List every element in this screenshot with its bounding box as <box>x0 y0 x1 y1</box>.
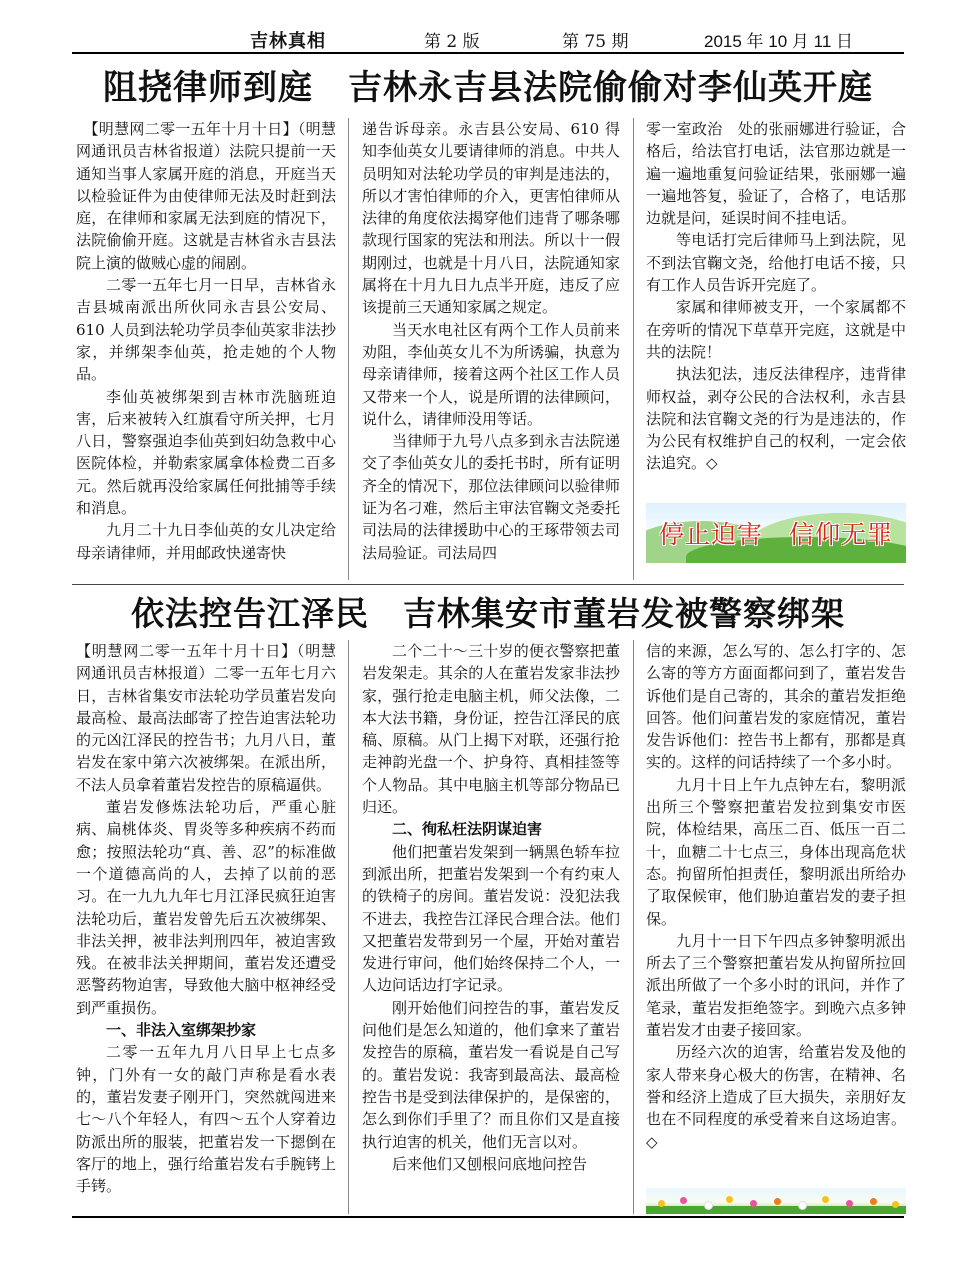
article2-column-2 <box>362 640 620 1214</box>
paragraph: 当律师于九号八点多到永吉法院递交了李仙英女儿的委托书时，所有证明齐全的情况下，那位法律顾问以验律师证为名刁难，然后主审法官鞠文尧委托司法局的法律援助中心的王琢带领去司法局验证。司法局四 <box>362 432 620 562</box>
article2-headline: 依法控告江泽民 吉林集安市董岩发被警察绑架 <box>131 594 845 633</box>
flower-icon <box>798 1201 807 1210</box>
flower-icon <box>726 1196 733 1203</box>
flower-icon <box>750 1200 757 1207</box>
article1-column-1 <box>76 118 336 580</box>
paragraph: 后来他们又刨根问底地问控告 <box>392 1154 588 1173</box>
paragraph: 九月十日上午九点钟左右，黎明派出所三个警察把董岩发拉到集安市医院，体检结果，高压二百、低压一百二十，血糖二十七点三，身体出现高危状态。拘留所怕担责任，黎明派出所给办了取保候审，他们胁迫董岩发的妻子担保。 <box>646 775 906 928</box>
column-divider <box>633 640 634 1214</box>
grass-strip <box>646 1206 906 1214</box>
paragraph: 【明慧网二零一五年十月十日】（明慧网通讯员吉林报道）二零一五年七月六日，吉林省集安市法轮功学员董岩发向最高检、最高法邮寄了控告迫害法轮功的元凶江泽民的控告书；九月八日，董岩发在家中第六次被绑架。在派出所，不法人员拿着董岩发控告的原稿逼供。 <box>76 642 336 794</box>
article1-column-3 <box>646 118 906 494</box>
paper-name: 吉林真相 <box>250 31 326 52</box>
page-bottom-rule <box>72 1216 904 1218</box>
paragraph: 【明慧网二零一五年十月十日】（明慧网通讯员吉林省报道）法院只提前一天通知当事人家属开庭的消息，开庭当天以检验证件为由使律师无法及时赶到法庭，在律师和家属无法到庭的情况下，法院偷偷开庭。这就是吉林省永吉县法院上演的做贼心虚的闹剧。 <box>76 120 336 272</box>
section-heading: 二、徇私枉法阴谋迫害 <box>392 820 543 839</box>
paragraph: 信的来源，怎么写的、怎么打字的、怎么寄的等方方面面都问到了，董岩发告诉他们是自己寄的，其余的董岩发拒绝回答。他们问董岩发的家庭情况，董岩发告诉他们：控告书上都有，那都是真实的。这样的问话持续了一个多小时。 <box>646 642 906 772</box>
paragraph: 二个二十～三十岁的便衣警察把董岩发架走。其余的人在董岩发家非法抄家，强行抢走电脑主机，师父法像，二本大法书籍，身份证，控告江泽民的底稿、原稿。从门上揭下对联，还强行抢走神韵光盘一个、护身符、真相挂签等个人物品。其中电脑主机等部分物品已归还。 <box>362 642 620 817</box>
paragraph: 董岩发修炼法轮功后，严重心脏病、扁桃体炎、胃炎等多种疾病不药而愈；按照法轮功“真、善、忍”的标准做一个道德高尚的人，去掉了以前的恶习。在一九九九年七月江泽民疯狂迫害法轮功后，董岩发曾先后五次被绑架、非法关押，被非法判刑四年，被迫害致残。在被非法关押期间，董岩发还遭受恶警药物迫害，导致他大脑中枢神经受到严重损伤。 <box>76 798 336 1017</box>
paragraph: 历经六次的迫害，给董岩发及他的家人带来身心极大的伤害，在精神、名誉和经济上造成了巨大损失，亲朋好友也在不同程度的承受着来自这场迫害。◇ <box>646 1043 906 1151</box>
slogan-banner <box>646 503 906 563</box>
article1-column-2 <box>362 118 620 580</box>
paragraph: 当天水电社区有两个工作人员前来劝阻，李仙英女儿不为所诱骗，执意为母亲请律师，接着这两个社区工作人员又带来一个人，说是所谓的法律顾问，说什么，请律师没用等话。 <box>362 320 620 428</box>
column-divider <box>348 640 349 1214</box>
banner-slogan: 停止迫害 信仰无罪 <box>658 520 893 549</box>
column-divider <box>348 118 349 580</box>
column-divider <box>633 118 634 580</box>
page-header <box>72 22 904 54</box>
article1-headline: 阻挠律师到庭 吉林永吉县法院偷偷对李仙英开庭 <box>103 68 873 108</box>
article-separator <box>72 584 904 585</box>
issue-date: 2015 年 10 月 11 日 <box>704 32 853 51</box>
article2-column-1 <box>76 640 336 1214</box>
flower-icon <box>892 1201 899 1208</box>
flower-icon <box>870 1198 877 1205</box>
flower-icon <box>822 1196 829 1203</box>
paragraph: 九月二十九日李仙英的女儿决定给母亲请律师，并用邮政快递寄快 <box>76 521 336 562</box>
paragraph: 等电话打完后律师马上到法院，见不到法官鞠文尧，给他打电话不接，只有工作人员告诉开完庭了。 <box>646 231 906 295</box>
section-heading: 一、非法入室绑架抄家 <box>106 1021 257 1040</box>
article2-column-3 <box>646 640 906 1188</box>
flower-icon <box>680 1197 687 1204</box>
edition-number: 第 2 版 <box>424 32 480 52</box>
paragraph: 零一室政治 处的张丽娜进行验证，合格后，给法官打电话，法官那边就是一遍一遍地重复问验证结果，张丽娜一遍一遍地答复，验证了，合格了，电话那边就是问，延误时间不挂电话。 <box>646 120 906 228</box>
paragraph: 家属和律师被支开，一个家属都不在旁听的情况下草草开完庭，这就是中共的法院！ <box>646 298 906 361</box>
flower-icon <box>846 1200 853 1207</box>
flower-icon <box>704 1201 713 1210</box>
paragraph: 执法犯法，违反法律程序，违背律师权益，剥夺公民的合法权利，永吉县法院和法官鞠文尧的行为是违法的，作为公民有权维护自己的权利，一定会依法追究。◇ <box>646 365 906 473</box>
flower-icon <box>658 1200 665 1207</box>
paragraph: 李仙英被绑架到吉林市洗脑班迫害，后来被转入红旗看守所关押，七月八日，警察强迫李仙英到妇幼急救中心医院体检，并勒索家属拿体检费二百多元。然后就再没给家属任何批捕等手续和消息。 <box>76 387 336 518</box>
paragraph: 九月十一日下午四点多钟黎明派出所去了三个警察把董岩发从拘留所拉回派出所做了一个多小时的讯问，并作了笔录，董岩发拒绝签字。到晚六点多钟董岩发才由妻子接回家。 <box>646 931 906 1040</box>
paragraph: 递告诉母亲。永吉县公安局、610 得知李仙英女儿要请律师的消息。中共人员明知对法轮功学员的审判是违法的，所以才害怕律师的介入，更害怕律师从法律的角度依法揭穿他们违背了哪条哪款现行国家的宪法和刑法。所以十一假期刚过，也就是十月八日，法院通知家属将在十月九日九点半开庭，违反了应该提前三天通知家属之规定。 <box>362 120 620 317</box>
paragraph: 刚开始他们问控告的事，董岩发反问他们是怎么知道的，他们拿来了董岩发控告的原稿，董岩发一看说是自己写的。董岩发说：我寄到最高法、最高检控告书是受到法律保护的，是保密的，怎么到你们手里了？而且你们又是直接执行迫害的机关，他们无言以对。 <box>362 998 620 1151</box>
paragraph: 二零一五年七月一日早，吉林省永吉县城南派出所伙同永吉县公安局、610 人员到法轮功学员李仙英家非法抄家，并绑架李仙英，抢走她的个人物品。 <box>76 276 336 384</box>
flower-decoration <box>646 1188 906 1214</box>
paragraph: 二零一五年九月八日早上七点多钟，门外有一女的敲门声称是看水表的，董岩发妻子刚开门，突然就闯进来七～八个年轻人，有四～五个人穿着边防派出所的服装，把董岩发一下摁倒在客厅的地上，强行给董岩发右手腕铐上手铐。 <box>76 1043 336 1196</box>
issue-number: 第 75 期 <box>562 32 629 52</box>
paragraph: 他们把董岩发架到一辆黑色轿车拉到派出所，把董岩发架到一个有约束人的铁椅子的房间。董岩发说：没犯法我不进去，我控告江泽民合理合法。他们又把董岩发带到另一个屋，开始对董岩发进行审问，他们始终保持二个人，一人边问话边打字记录。 <box>362 842 620 995</box>
flower-icon <box>774 1198 781 1205</box>
